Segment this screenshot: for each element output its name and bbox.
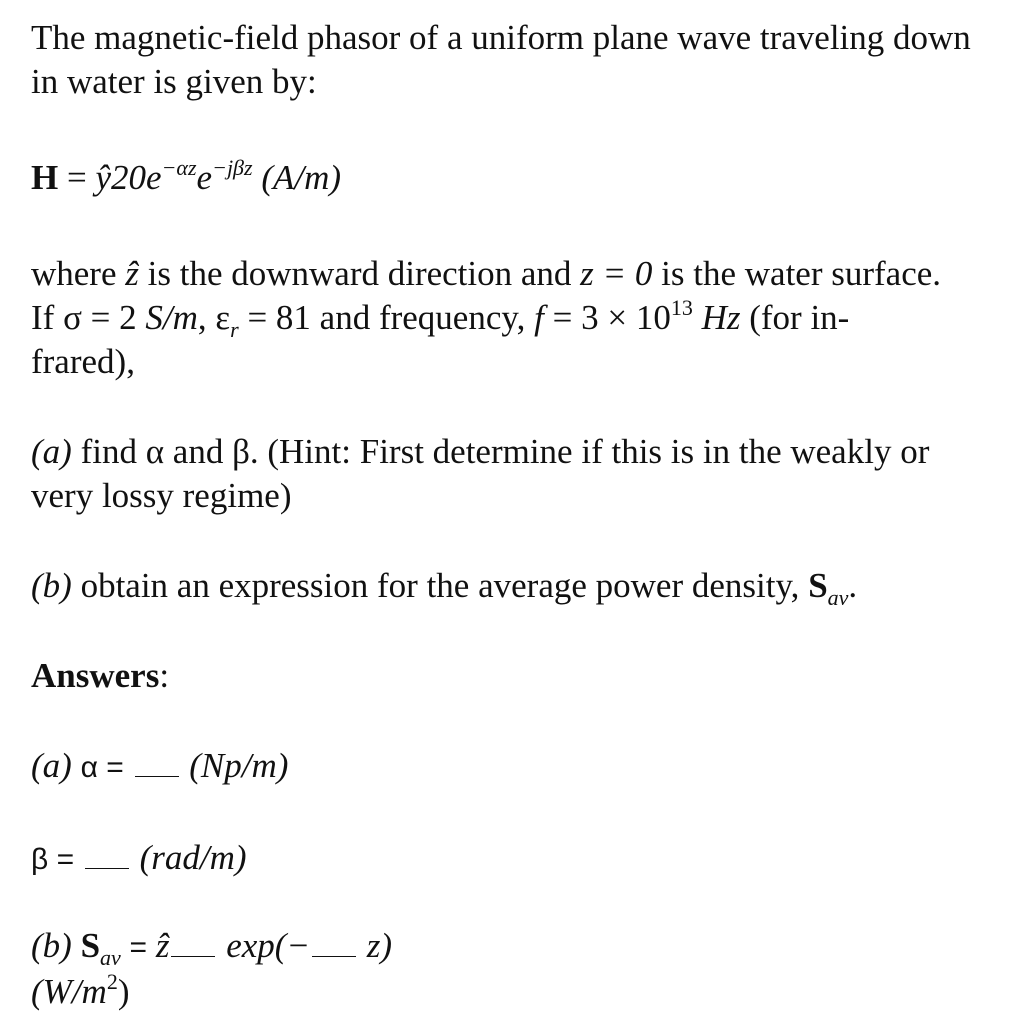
part-b-subscript: av xyxy=(827,585,849,610)
frequency-symbol: f xyxy=(534,298,544,337)
intro-line-2: in water is given by: xyxy=(31,62,317,101)
answer-power-density xyxy=(31,924,1003,1014)
answer-s-exponent-blank[interactable] xyxy=(312,955,356,957)
where-prefix: where xyxy=(31,254,117,293)
conditions-paragraph: where ẑ is the downward direction and z = 0 is the water surface. If σ = 2 S/m, $\varepsilon_r = 81$ and frequency, $f = 3 \times 10^{13}$ Hz (for in- frared), xyxy=(31,254,942,381)
equation-lhs: H xyxy=(31,158,59,197)
sigma-unit: S/m xyxy=(145,298,198,337)
epsilon-subscript: r xyxy=(230,317,239,342)
equation-y-hat: ŷ xyxy=(95,158,112,197)
answer-s-z: z) xyxy=(366,926,393,965)
answer-a-label: (a) xyxy=(31,746,72,785)
epsilon-value: = 81 and frequency, xyxy=(247,298,526,337)
part-b-question xyxy=(31,564,1003,608)
equation-exponent-1: −αz xyxy=(161,155,197,180)
frequency-value: = 3 × 10 xyxy=(552,298,671,337)
if-text: If xyxy=(31,298,55,337)
answer-alpha-symbol: α = xyxy=(80,751,124,784)
answer-s-z-hat: ẑ xyxy=(155,926,170,965)
answer-s-symbol: S xyxy=(80,926,101,965)
answers-heading xyxy=(31,654,1003,698)
answers-colon: : xyxy=(159,656,170,695)
equation-units: (A/m) xyxy=(261,158,342,197)
frequency-exponent: 13 xyxy=(670,295,693,320)
answer-b-label: (b) xyxy=(31,926,72,965)
equation-coefficient: 20e xyxy=(111,158,162,197)
part-b-label: (b) xyxy=(31,566,72,605)
equation-exponent-2: −jβz xyxy=(212,155,253,180)
part-a-label: (a) xyxy=(31,432,72,471)
answers-title: Answers xyxy=(31,656,160,695)
sigma-value: σ = 2 xyxy=(63,298,137,337)
part-b-symbol: S xyxy=(808,566,828,605)
answer-beta-unit: (rad/m) xyxy=(139,838,247,877)
part-a-question xyxy=(31,430,1003,518)
answer-alpha-unit: (Np/m) xyxy=(189,746,289,785)
epsilon-symbol: ε xyxy=(215,298,231,337)
answer-unit-open: (W/m xyxy=(31,972,107,1011)
answer-unit-exponent: 2 xyxy=(106,969,118,994)
answer-s-subscript: av xyxy=(100,945,121,970)
equation-equals: = xyxy=(66,158,87,197)
answer-beta xyxy=(31,836,1003,882)
frequency-unit: Hz xyxy=(701,298,741,337)
answer-unit-close: ) xyxy=(117,972,130,1011)
answer-alpha xyxy=(31,744,1003,790)
where-end: is the water surface. xyxy=(661,254,942,293)
z-equals-zero: z = 0 xyxy=(580,254,653,293)
part-b-text: obtain an expression for the average power density, xyxy=(80,566,800,605)
answer-alpha-blank[interactable] xyxy=(135,775,179,777)
z-hat-symbol: ẑ xyxy=(125,254,139,293)
answer-beta-blank[interactable] xyxy=(85,867,129,869)
problem-document xyxy=(31,16,1003,1014)
infrared-part-1: (for in- xyxy=(749,298,850,337)
part-a-text-1: find α and β. (Hint: First determine if this is in the weakly or xyxy=(80,432,930,471)
answer-s-amplitude-blank[interactable] xyxy=(171,955,215,957)
where-mid: is the downward direction and xyxy=(147,254,572,293)
intro-paragraph xyxy=(31,16,1003,104)
answer-beta-symbol: β = xyxy=(31,843,75,876)
answer-s-equals: = xyxy=(129,931,148,964)
intro-line-1: The magnetic-field phasor of a uniform plane wave traveling down xyxy=(31,18,971,57)
magnetic-field-equation xyxy=(31,156,1003,200)
infrared-part-2: frared), xyxy=(31,342,135,381)
equation-e2: e xyxy=(196,158,213,197)
answer-s-exp: exp(− xyxy=(226,926,311,965)
part-a-text-2: very lossy regime) xyxy=(31,476,292,515)
part-b-end: . xyxy=(848,566,858,605)
